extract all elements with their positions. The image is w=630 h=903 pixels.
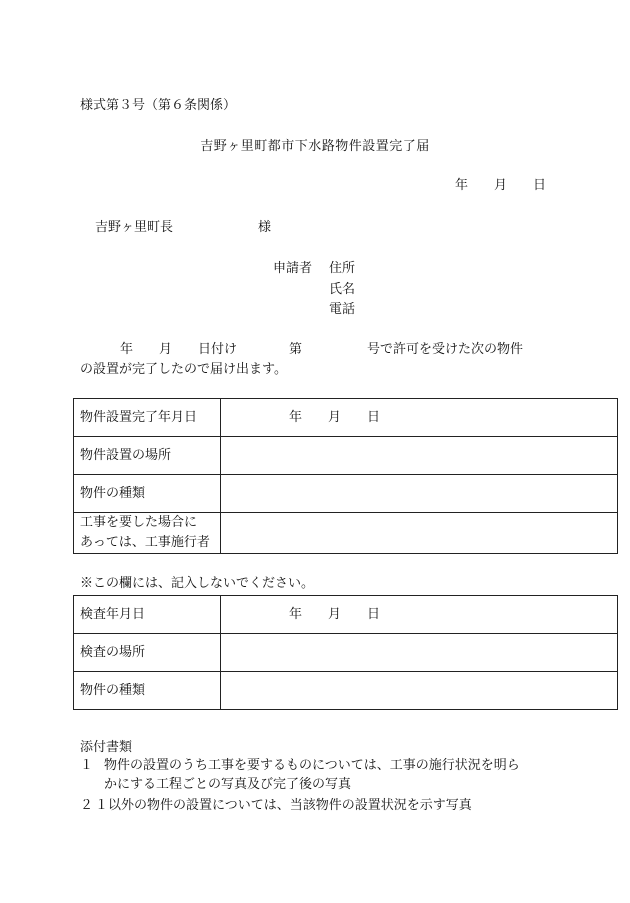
applicant-phone-label: 電話 [329, 302, 356, 317]
object-type-value[interactable] [221, 475, 618, 513]
contractor-value[interactable] [221, 513, 618, 554]
installation-location-label: 物件設置の場所 [74, 437, 221, 475]
table-row [74, 475, 618, 513]
attachment-1-text-line2: かにする工程ごとの写真及び完了後の写真 [104, 777, 352, 792]
attachments-title: 添付書類 [80, 740, 133, 755]
contractor-label-line2: あっては、工事施行者 [80, 535, 210, 551]
table-row [74, 437, 618, 475]
table-row [74, 513, 618, 554]
contractor-label [74, 513, 221, 554]
inspection-object-type-label: 物件の種類 [74, 672, 221, 710]
table-row [74, 596, 618, 634]
inspection-date-label: 検査年月日 [74, 596, 221, 634]
addressee: 吉野ヶ里町長 [95, 220, 174, 235]
table-row [74, 399, 618, 437]
form-number: 様式第３号（第６条関係） [80, 98, 237, 113]
table-row [74, 634, 618, 672]
inspection-location-value[interactable] [221, 634, 618, 672]
attachment-1-text-line1: 物件の設置のうち工事を要するものについては、工事の施行状況を明ら [104, 758, 520, 773]
applicant-name-label: 氏名 [329, 282, 356, 297]
table-row [74, 672, 618, 710]
attachment-2-number: ２ [80, 798, 94, 813]
office-use-notice: ※この欄には、記入しないでください。 [80, 576, 315, 591]
inspection-location-label: 検査の場所 [74, 634, 221, 672]
submission-date: 年 月 日 [455, 178, 547, 193]
inspection-object-type-value[interactable] [221, 672, 618, 710]
completion-date-value[interactable]: 年 月 日 [221, 399, 618, 437]
body-text-line1: 年 月 日付け 第 号で許可を受けた次の物件 [120, 342, 524, 357]
inspection-table [73, 595, 618, 710]
object-type-label: 物件の種類 [74, 475, 221, 513]
contractor-label-line1: 工事を要した場合に [80, 515, 198, 530]
attachment-2-text-line1: １以外の物件の設置については、当該物件の設置状況を示す写真 [95, 798, 472, 813]
applicant-address-label: 住所 [329, 261, 356, 276]
document-title: 吉野ヶ里町都市下水路物件設置完了届 [200, 139, 430, 154]
attachment-1-number: １ [80, 758, 94, 773]
installation-location-value[interactable] [221, 437, 618, 475]
applicant-label: 申請者 [273, 261, 313, 276]
completion-date-label: 物件設置完了年月日 [74, 399, 221, 437]
addressee-honorific: 様 [258, 220, 272, 235]
completion-details-table [73, 398, 618, 554]
body-text-line2: の設置が完了したので届け出ます。 [80, 362, 287, 377]
inspection-date-value[interactable]: 年 月 日 [221, 596, 618, 634]
